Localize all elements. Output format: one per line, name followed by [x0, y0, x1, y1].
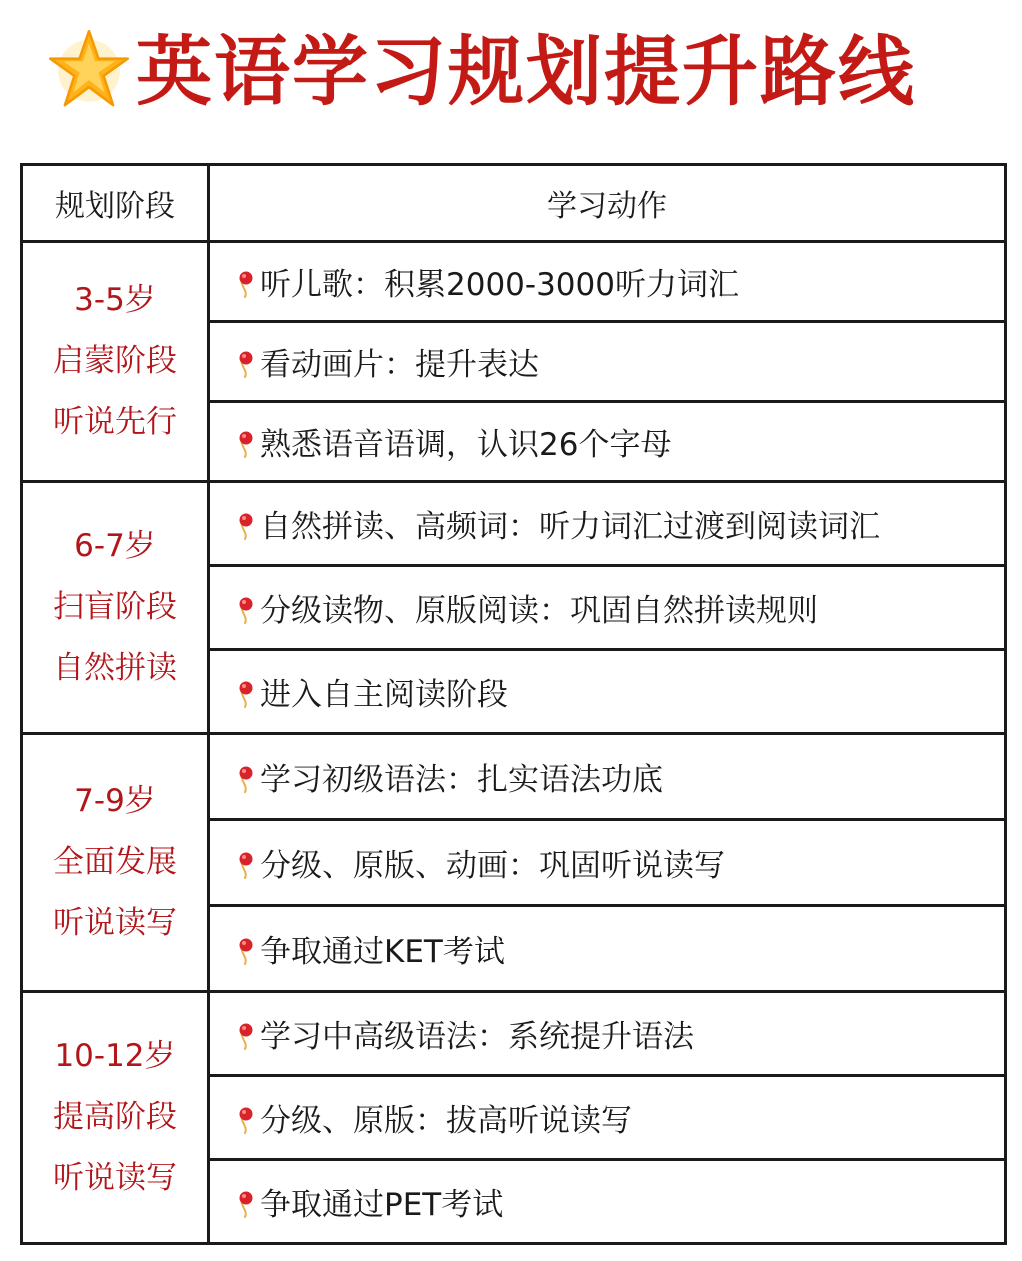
- stage-cell: [22, 482, 209, 734]
- action-cell: [209, 242, 1006, 322]
- stage-cell: [22, 242, 209, 482]
- header: [0, 12, 1022, 132]
- action-text: 自然拼读、高频词：听力词汇过渡到阅读词汇: [260, 509, 880, 545]
- action-cell: [209, 1160, 1006, 1244]
- star-icon: [46, 26, 132, 112]
- stage-name: 启蒙阶段: [53, 343, 177, 379]
- stage-age: 10-12岁: [54, 1038, 176, 1074]
- stage-cell: [22, 734, 209, 992]
- pin-icon: [236, 596, 256, 624]
- action-text: 争取通过PET考试: [260, 1187, 504, 1223]
- column-header-stage: 规划阶段: [22, 165, 209, 242]
- table-row: [22, 734, 1006, 820]
- action-cell: [209, 482, 1006, 566]
- stage-focus: 自然拼读: [53, 650, 177, 686]
- plan-table: [20, 163, 1007, 1245]
- table-row: [22, 992, 1006, 1076]
- action-cell: [209, 992, 1006, 1076]
- action-cell: [209, 322, 1006, 402]
- table-header-row: [22, 165, 1006, 242]
- stage-age: 6-7岁: [74, 528, 156, 564]
- action-cell: [209, 402, 1006, 482]
- table-row: [22, 242, 1006, 322]
- stage-name: 扫盲阶段: [53, 589, 177, 625]
- action-text: 分级、原版、动画：巩固听说读写: [260, 848, 725, 884]
- action-text: 分级读物、原版阅读：巩固自然拼读规则: [260, 593, 818, 629]
- action-text: 分级、原版：拔高听说读写: [260, 1103, 632, 1139]
- column-header-action: 学习动作: [209, 165, 1006, 242]
- stage-focus: 听说先行: [53, 404, 177, 440]
- action-cell: [209, 1076, 1006, 1160]
- pin-icon: [236, 937, 256, 965]
- action-cell: [209, 650, 1006, 734]
- pin-icon: [236, 270, 256, 298]
- stage-age: 7-9岁: [74, 783, 156, 819]
- stage-cell: [22, 992, 209, 1244]
- pin-icon: [236, 765, 256, 793]
- action-cell: [209, 906, 1006, 992]
- pin-icon: [236, 680, 256, 708]
- pin-icon: [236, 1190, 256, 1218]
- pin-icon: [236, 430, 256, 458]
- stage-focus: 听说读写: [53, 905, 177, 941]
- stage-name: 提高阶段: [53, 1099, 177, 1135]
- action-text: 进入自主阅读阶段: [260, 677, 508, 713]
- action-text: 看动画片：提升表达: [260, 347, 539, 383]
- page-title: 英语学习规划提升路线: [136, 27, 916, 116]
- stage-age: 3-5岁: [74, 282, 156, 318]
- pin-icon: [236, 851, 256, 879]
- action-cell: [209, 566, 1006, 650]
- stage-focus: 听说读写: [53, 1160, 177, 1196]
- action-text: 听儿歌：积累2000-3000听力词汇: [260, 267, 739, 303]
- stage-name: 全面发展: [53, 844, 177, 880]
- action-text: 学习中高级语法：系统提升语法: [260, 1019, 694, 1055]
- pin-icon: [236, 350, 256, 378]
- table-row: [22, 482, 1006, 566]
- action-text: 学习初级语法：扎实语法功底: [260, 762, 663, 798]
- pin-icon: [236, 512, 256, 540]
- action-cell: [209, 734, 1006, 820]
- pin-icon: [236, 1106, 256, 1134]
- action-text: 争取通过KET考试: [260, 934, 505, 970]
- action-cell: [209, 820, 1006, 906]
- action-text: 熟悉语音语调，认识26个字母: [260, 427, 672, 463]
- pin-icon: [236, 1022, 256, 1050]
